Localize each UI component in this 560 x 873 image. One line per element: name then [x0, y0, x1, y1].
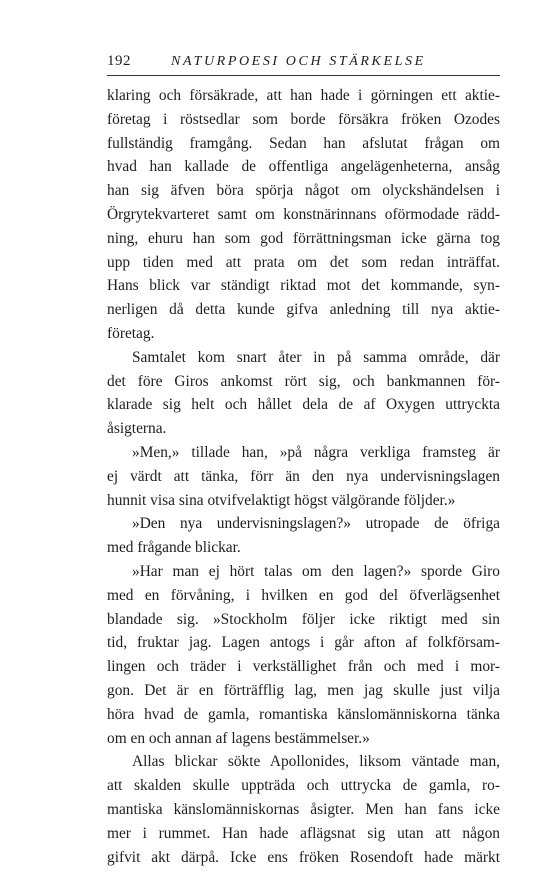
text-line: tid, fruktar jag. Lagen antogs i går afton af folkförsam-: [107, 634, 500, 652]
text-line: upp tiden med att prata om det som redan inträffat.: [107, 253, 500, 271]
text-line: hvad han kallade de offentliga angelägenheterna, ansåg: [107, 158, 500, 176]
page-number: 192: [107, 53, 131, 69]
text-line: företag.: [107, 324, 155, 342]
text-line: fullständig framgång. Sedan han afslutat frågan om: [107, 134, 500, 152]
text-line: ning, ehuru han som god förrättningsman icke gärna tog: [107, 229, 500, 247]
text-line: lingen och träder i verkställighet från och med i mor-: [107, 658, 500, 676]
text-line: Hans blick var ständigt riktad mot det kommande, syn-: [107, 277, 500, 295]
text-line: blandade sig. »Stockholm följer icke riktigt med sin: [107, 610, 500, 628]
text-line: klaring och försäkrade, att han hade i görningen ett aktie-: [107, 87, 500, 104]
text-line: det före Giros ankomst rört sig, och bankmannen för-: [107, 372, 500, 390]
text-line: höra hvad de gamla, romantiska känslomänniskorna tänka: [107, 705, 500, 723]
text-line: att skalden skulle uppträda och uttrycka de gamla, ro-: [107, 777, 500, 795]
page-header: [107, 53, 500, 76]
body-text: [107, 84, 500, 869]
text-line: med en förvåning, i hvilken en god del öfverlägsenhet: [107, 586, 500, 604]
text-line: klarade sig helt och hållet dela de af Oxygen uttryckta: [107, 396, 500, 414]
text-line: han sig äfven böra spörja något om olyckshändelsen i: [107, 182, 500, 200]
text-line: företag i röstsedlar som borde försäkra fröken Ozodes: [107, 110, 500, 128]
text-line: mantiska känslomänniskornas åsigter. Men han fans icke: [107, 800, 500, 818]
text-line: »Har man ej hört talas om den lagen?» sporde Giro: [132, 562, 500, 580]
text-line: hunnit visa sina otvifvelaktigt högst välgörande följder.»: [107, 491, 456, 509]
text-line: »Den nya undervisningslagen?» utropade de öfriga: [132, 515, 500, 533]
text-line: »Men,» tillade han, »på några verkliga framsteg är: [132, 443, 500, 461]
text-line: gifvit akt därpå. Icke ens fröken Rosendoft hade märkt: [107, 848, 500, 866]
text-line: Allas blickar sökte Apollonides, liksom väntade man,: [132, 753, 500, 771]
text-line: Samtalet kom snart åter in på samma område, där: [132, 348, 500, 366]
text-line: Örgrytekvarteret samt om konstnärinnans oförmodade rädd-: [107, 205, 500, 223]
text-line: med frågande blickar.: [107, 539, 241, 557]
text-line: nerligen då detta kunde gifva anledning till nya aktie-: [107, 301, 500, 319]
text-line: mer i rummet. Han hade aflägsnat sig utan att någon: [107, 824, 500, 842]
text-line: gon. Det är en förträfflig lag, men jag skulle just vilja: [107, 681, 500, 699]
text-line: ej värdt att tänka, förr än den nya undervisningslagen: [107, 467, 500, 485]
text-line: åsigterna.: [107, 420, 167, 438]
running-title: NATURPOESI OCH STÄRKELSE: [171, 54, 426, 69]
text-line: om en och annan af lagens bestämmelser.»: [107, 729, 370, 747]
